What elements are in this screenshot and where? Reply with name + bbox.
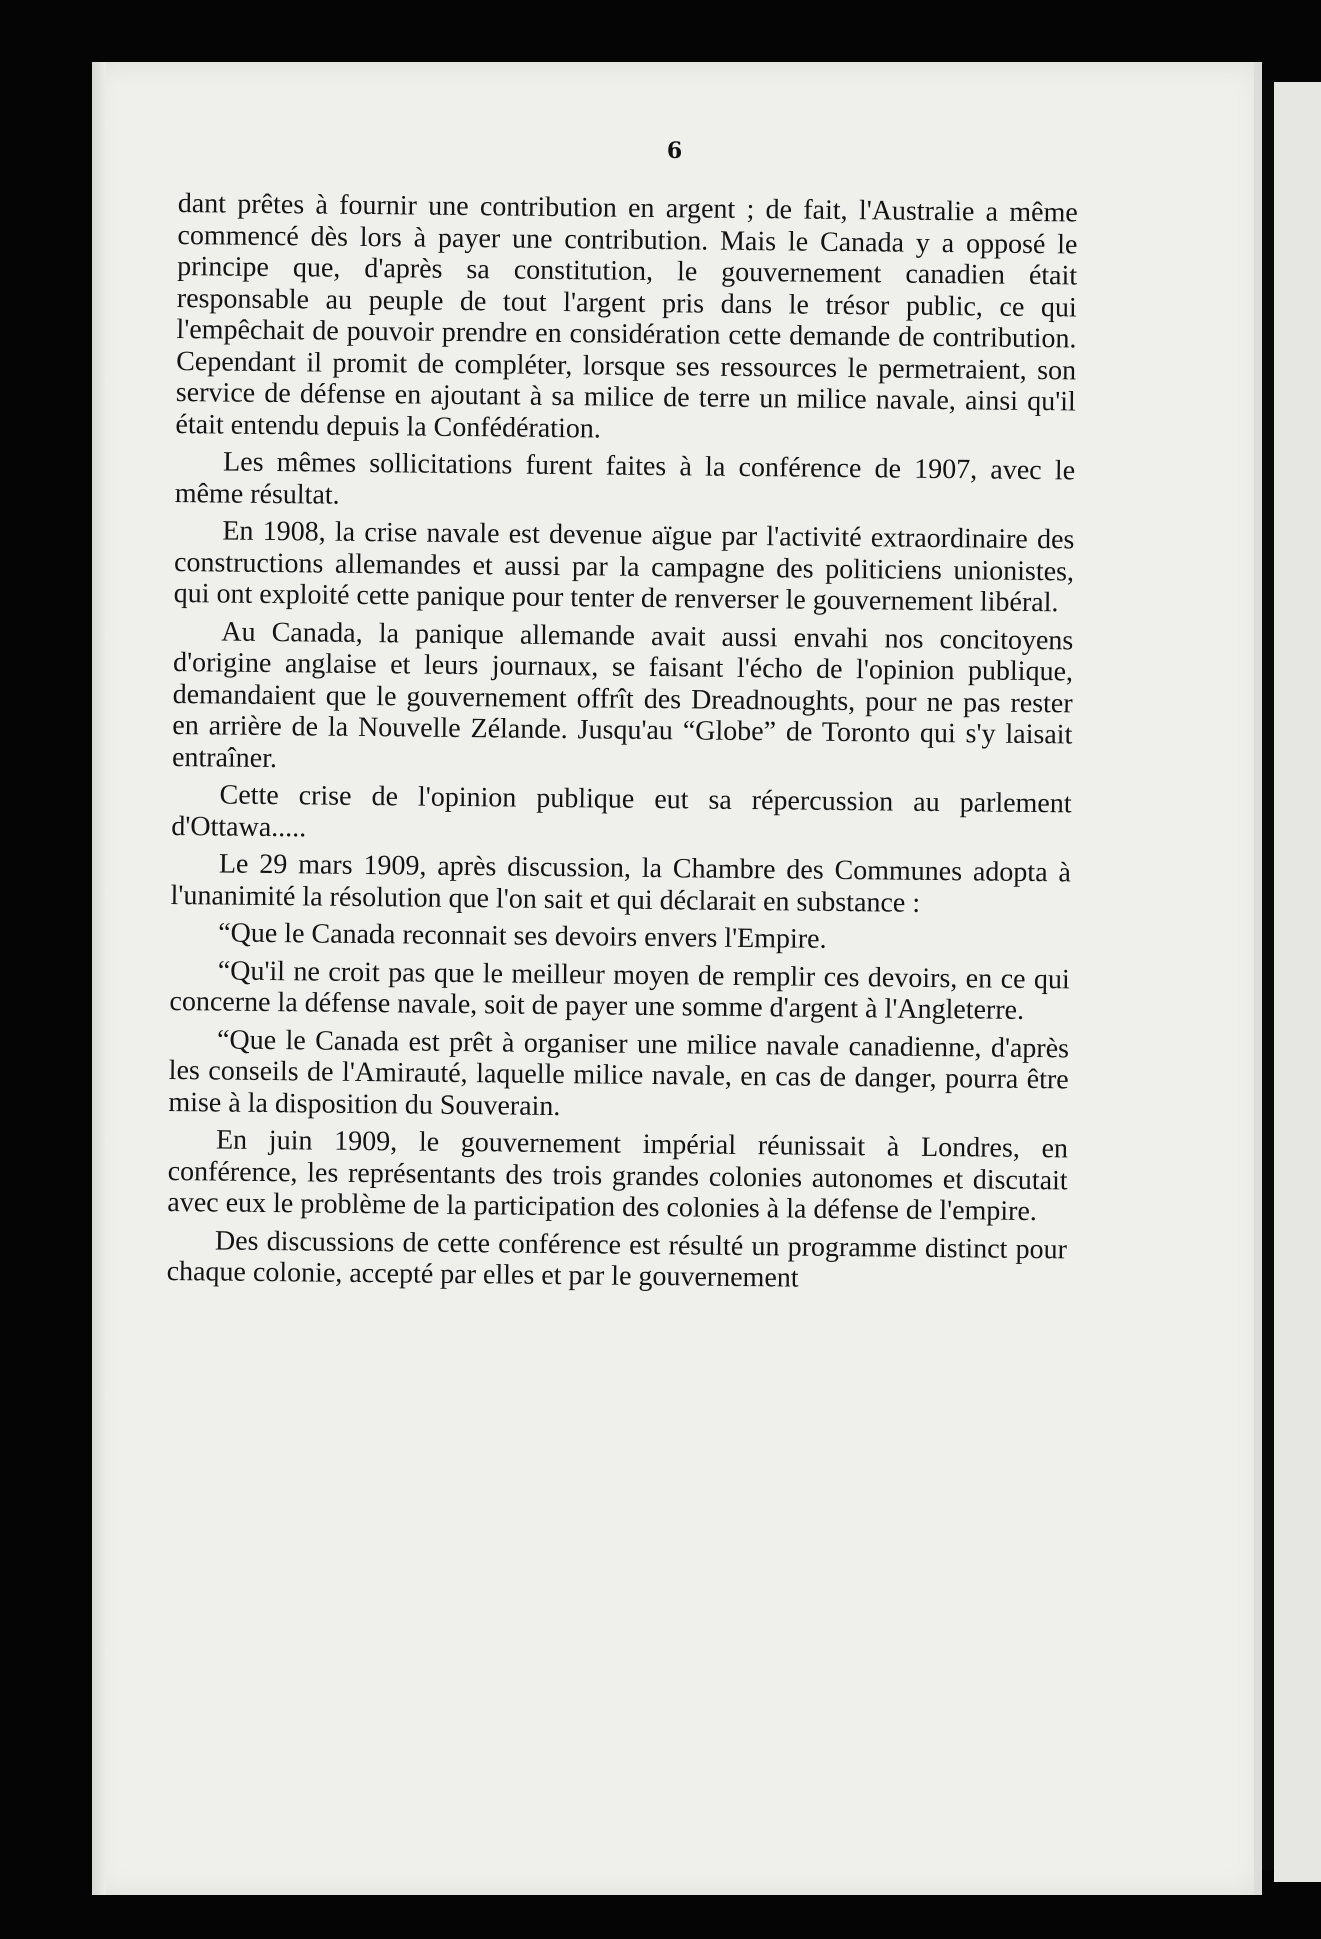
paragraph: En juin 1909, le gouvernement impérial réunissait à Londres, en conférence, les représentants des trois grandes colonies autonomes et discutait avec eux le problème de la participation des colonies à la défense de l'empire. — [167, 1124, 1069, 1228]
page-edge — [92, 62, 106, 1895]
paragraph: dant prêtes à fournir une contribution en argent ; de fait, l'Australie a même commencé dès lors à payer une contribution. Mais le Canada y a opposé le principe que, d'après sa constitution, le gouvernement canadien était responsable au peuple de tout l'argent pris dans le trésor public, ce qui l'empêchait de pouvoir prendre en considération cette demande de contribution. Cependant il promit de compléter, lorsque ses ressources le permetraient, son service de défense en ajoutant à sa milice de terre un milice navale, ainsi qu'il était entendu depuis la Confédération. — [175, 188, 1078, 444]
page-edge — [1254, 62, 1262, 1895]
paragraph: Les mêmes sollicitations furent faites à la conférence de 1907, avec le même résultat. — [174, 446, 1076, 511]
adjacent-page — [1274, 82, 1321, 1882]
paragraph: Au Canada, la panique allemande avait aussi envahi nos concitoyens d'origine anglaise et leurs journaux, se faisant l'écho de l'opinion publique, demandaient que le gouvernement offrît des Dreadnoughts, pour ne pas rester en arrière de la Nouvelle Zélande. Jusqu'au “Globe” de Toronto qui s'y laisait entraîner. — [171, 615, 1074, 774]
paragraph: “Que le Canada reconnait ses devoirs envers l'Empire. — [218, 917, 827, 955]
paragraph: Le 29 mars 1909, après discussion, la Chambre des Communes adopta à l'unanimité la résolution que l'on sait et qui déclarait en substance : — [170, 848, 1072, 919]
page-number: 6 — [666, 138, 683, 164]
paragraph: En 1908, la crise navale est devenue aïgue par l'activité extraordinaire des constructions allemandes et aussi par la campagne des politiciens unionistes, qui ont exploité cette panique pour tenter de renverser le gouvernement libéral. — [173, 515, 1075, 619]
paragraph: “Qu'il ne croit pas que le meilleur moyen de remplir ces devoirs, en ce qui concerne la défense navale, soit de payer une somme d'argent à l'Angleterre. — [169, 954, 1070, 1026]
binding-gap — [1262, 80, 1274, 1870]
paragraph: Des discussions de cette conférence est résulté un programme distinct pour chaque colonie, accepté par elles et par le gouvernement — [166, 1224, 1068, 1294]
paragraph: Cette crise de l'opinion publique eut sa répercussion au parlement d'Ottawa..... — [171, 779, 1072, 843]
body-text — [166, 188, 1078, 1303]
paragraph: “Que le Canada est prêt à organiser une milice navale canadienne, d'après les conseils de l'Amirauté, laquelle milice navale, en cas de danger, pourra être mise à la disposition du Souverain. — [168, 1023, 1070, 1122]
